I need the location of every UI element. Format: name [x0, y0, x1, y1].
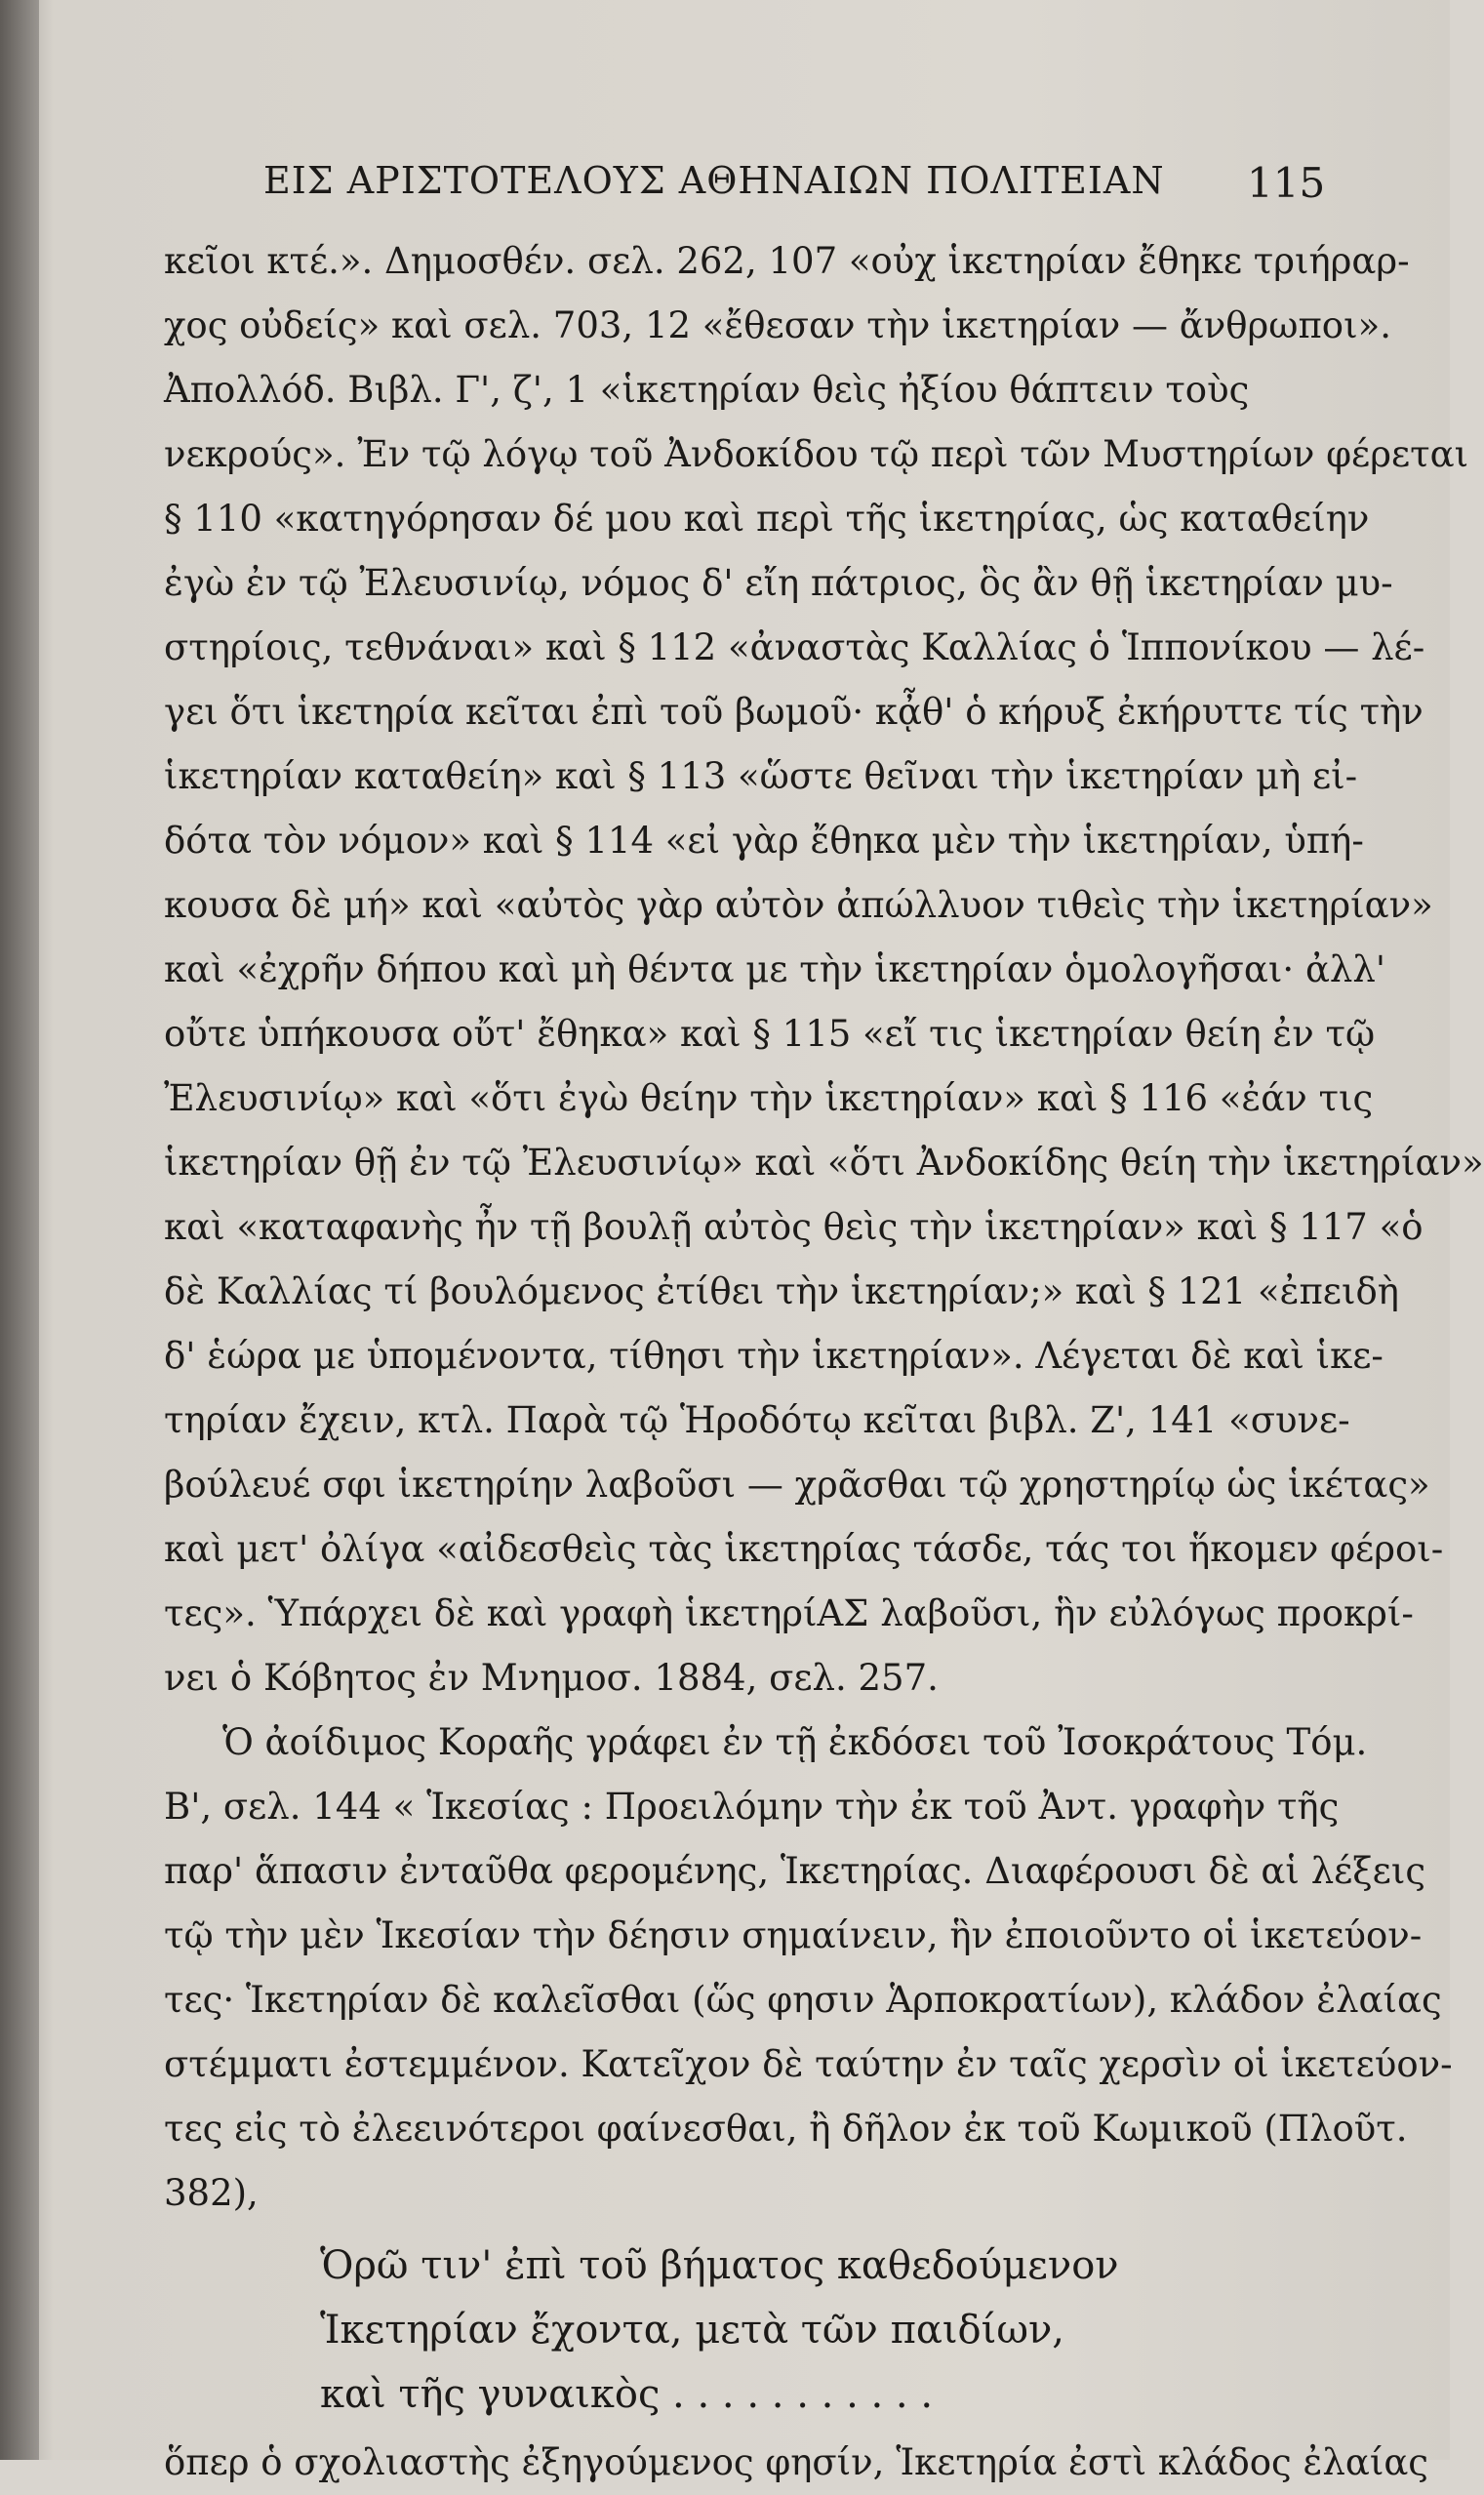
- text-line: Ἐλευσινίῳ» καὶ «ὅτι ἐγὼ θείην τὴν ἱκετηρίαν» καὶ § 116 «ἐάν τις: [164, 1077, 1374, 1119]
- text-line: δ' ἑώρα με ὑπομένοντα, τίθησι τὴν ἱκετηρίαν». Λέγεται δὲ καὶ ἱκε-: [164, 1335, 1384, 1377]
- running-title: ΕΙΣ ΑΡΙΣΤΟΤΕΛΟΥΣ ΑΘΗΝΑΙΩΝ ΠΟΛΙΤΕΙΑΝ: [263, 159, 1165, 202]
- text-line: τες». Ὑπάρχει δὲ καὶ γραφὴ ἱκετηρίΑΣ λαβοῦσι, ἣν εὐλόγως προκρί-: [164, 1592, 1414, 1634]
- text-line: ἱκετηρίαν θῇ ἐν τῷ Ἐλευσινίῳ» καὶ «ὅτι Ἀνδοκίδης θείη τὴν ἱκετηρίαν»: [164, 1142, 1484, 1184]
- text-line: καὶ μετ' ὀλίγα «αἰδεσθεὶς τὰς ἱκετηρίας τάσδε, τάς τοι ἥκομεν φέροι-: [164, 1528, 1444, 1570]
- text-line: στηρίοις, τεθνάναι» καὶ § 112 «ἀναστὰς Καλλίας ὁ Ἱππονίκου — λέ-: [164, 626, 1425, 668]
- text-line: τες εἰς τὸ ἐλεεινότεροι φαίνεσθαι, ἢ δῆλον ἐκ τοῦ Κωμικοῦ (Πλοῦτ.: [164, 2108, 1408, 2150]
- paragraph-2: [164, 1710, 1453, 2226]
- text-line: κεῖοι κτέ.». Δημοσθέν. σελ. 262, 107 «οὐχ ἱκετηρίαν ἔθηκε τριήραρ-: [164, 240, 1410, 282]
- book-spine-shadow: [0, 0, 39, 2460]
- verse-line: καὶ τῆς γυναικὸς . . . . . . . . . . .: [320, 2372, 934, 2417]
- text-line: δὲ Καλλίας τί βουλόμενος ἐτίθει τὴν ἱκετηρίαν;» καὶ § 121 «ἐπειδὴ: [164, 1270, 1399, 1312]
- text-line: βούλευέ σφι ἱκετηρίην λαβοῦσι — χρᾶσθαι τῷ χρηστηρίῳ ὡς ἱκέτας»: [164, 1464, 1430, 1506]
- text-line: οὔτε ὑπήκουσα οὔτ' ἔθηκα» καὶ § 115 «εἴ τις ἱκετηρίαν θείη ἐν τῷ: [164, 1013, 1376, 1055]
- text-line: στέμματι ἐστεμμένον. Κατεῖχον δὲ ταύτην ἐν ταῖς χερσὶν οἱ ἱκετεύον-: [164, 2043, 1453, 2085]
- verse-quotation: [164, 2233, 1296, 2427]
- text-line: τες· Ἱκετηρίαν δὲ καλεῖσθαι (ὥς φησιν Ἁρποκρατίων), κλάδον ἐλαίας: [164, 1979, 1442, 2021]
- text-line: νει ὁ Κόβητος ἐν Μνημοσ. 1884, σελ. 257.: [164, 1657, 939, 1699]
- page-header: [0, 151, 1450, 210]
- text-line: κουσα δὲ μή» καὶ «αὐτὸς γὰρ αὐτὸν ἀπώλλυον τιθεὶς τὴν ἱκετηρίαν»: [164, 884, 1433, 926]
- text-line: Β', σελ. 144 « Ἱκεσίας : Προειλόμην τὴν ἐκ τοῦ Ἀντ. γραφὴν τῆς: [164, 1786, 1340, 1828]
- text-line: νεκρούς». Ἐν τῷ λόγῳ τοῦ Ἀνδοκίδου τῷ περὶ τῶν Μυστηρίων φέρεται: [164, 433, 1469, 475]
- text-line: Ὁ ἀοίδιμος Κοραῆς γράφει ἐν τῇ ἐκδόσει τοῦ Ἰσοκράτους Τόμ.: [222, 1721, 1368, 1763]
- page-number: 115: [1247, 159, 1326, 207]
- verse-line: Ἱκετηρίαν ἔχοντα, μετὰ τῶν παιδίων,: [320, 2308, 1064, 2353]
- text-line: § 110 «κατηγόρησαν δέ μου καὶ περὶ τῆς ἱκετηρίας, ὡς καταθείην: [164, 498, 1370, 540]
- text-line: καὶ «ἐχρῆν δήπου καὶ μὴ θέντα με τὴν ἱκετηρίαν ὁμολογῆσαι· ἀλλ': [164, 948, 1386, 990]
- text-line: τῷ τὴν μὲν Ἱκεσίαν τὴν δέησιν σημαίνειν, ἣν ἐποιοῦντο οἱ ἱκετεύον-: [164, 1914, 1423, 1956]
- verse-line: Ὁρῶ τιν' ἐπὶ τοῦ βήματος καθεδούμενον: [320, 2243, 1119, 2288]
- text-line: ἐγὼ ἐν τῷ Ἐλευσινίῳ, νόμος δ' εἴη πάτριος, ὃς ἂν θῇ ἱκετηρίαν μυ-: [164, 562, 1393, 604]
- paragraph-1: [164, 229, 1484, 1710]
- text-line: Ἀπολλόδ. Βιβλ. Γ', ζ', 1 «ἱκετηρίαν θεὶς ἠξίου θάπτειν τοὺς: [164, 369, 1250, 411]
- page-body: [164, 229, 1484, 2495]
- text-line: καὶ «καταφανὴς ἦν τῇ βουλῇ αὐτὸς θεὶς τὴν ἱκετηρίαν» καὶ § 117 «ὁ: [164, 1206, 1424, 1248]
- text-line: παρ' ἅπασιν ἐνταῦθα φερομένης, Ἱκετηρίας. Διαφέρουσι δὲ αἱ λέξεις: [164, 1850, 1426, 1892]
- closing-line: ὅπερ ὁ σχολιαστὴς ἐξηγούμενος φησίν, Ἱκετηρία ἐστὶ κλάδος ἐλαίας: [164, 2441, 1429, 2483]
- text-line: γει ὅτι ἱκετηρία κεῖται ἐπὶ τοῦ βωμοῦ· κᾆθ' ὁ κήρυξ ἐκήρυττε τίς τὴν: [164, 691, 1424, 733]
- text-line: χος οὐδείς» καὶ σελ. 703, 12 «ἔθεσαν τὴν ἱκετηρίαν — ἄνθρωποι».: [164, 304, 1391, 346]
- text-line: 382),: [164, 2172, 259, 2214]
- text-line: δότα τὸν νόμον» καὶ § 114 «εἰ γὰρ ἔθηκα μὲν τὴν ἱκετηρίαν, ὑπή-: [164, 820, 1364, 862]
- text-line: τηρίαν ἔχειν, κτλ. Παρὰ τῷ Ἡροδότῳ κεῖται βιβλ. Ζ', 141 «συνε-: [164, 1399, 1350, 1441]
- text-line: ἱκετηρίαν καταθείη» καὶ § 113 «ὥστε θεῖναι τὴν ἱκετηρίαν μὴ εἰ-: [164, 755, 1358, 797]
